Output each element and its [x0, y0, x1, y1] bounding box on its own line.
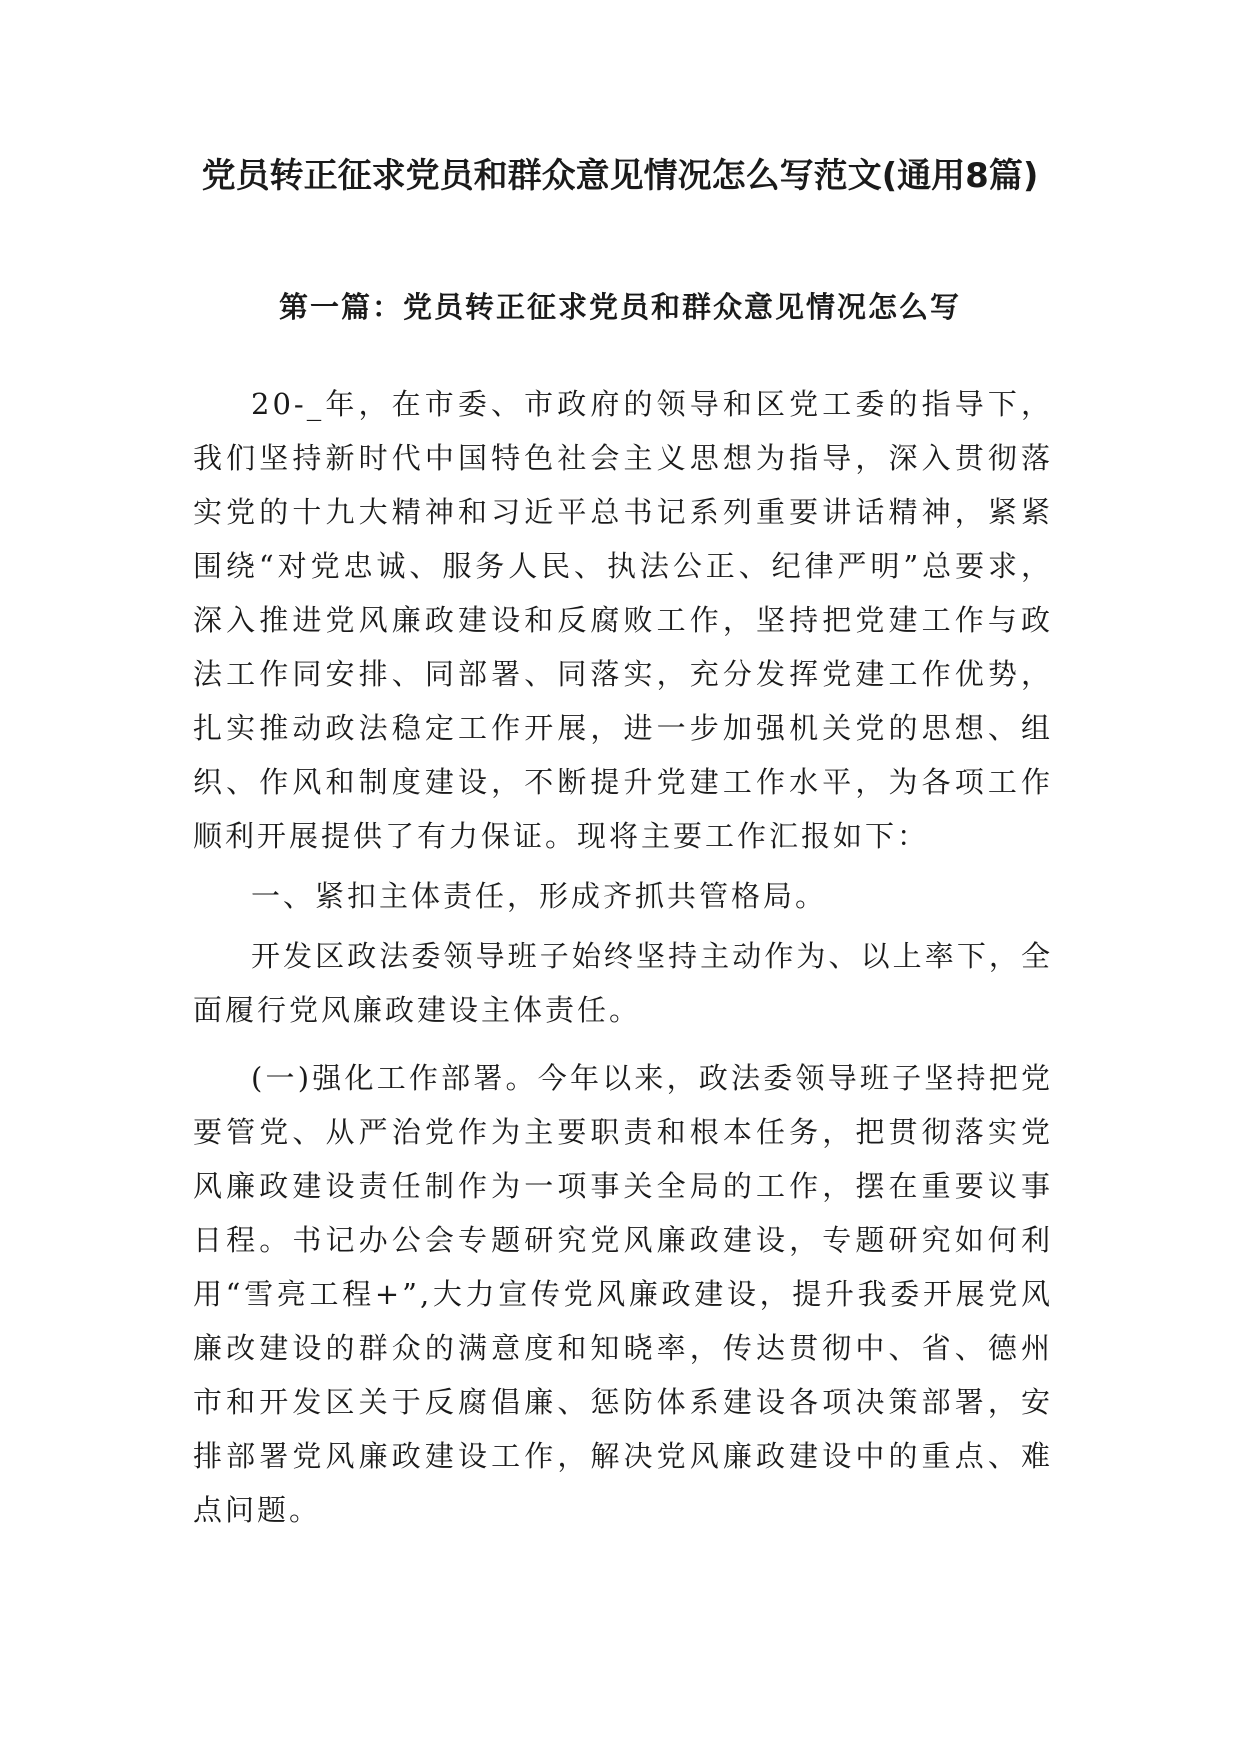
section-heading-1: 一、紧扣主体责任，形成齐抓共管格局。 [251, 879, 828, 913]
paragraph-intro: 20-_年，在市委、市政府的领导和区党工委的指导下，我们坚持新时代中国特色社会主义思想为指导，深入贯彻落实党的十九大精神和习近平总书记系列重要讲话精神，紧紧围绕“对党忠诚、服务人民、执法公正、纪律严明”总要求，深入推进党风廉政建设和反腐败工作，坚持把党建工作与政法工作同安排、同部署、同落实，充分发挥党建工作优势，扎实推动政法稳定工作开展，进一步加强机关党的思想、组织、作风和制度建设，不断提升党建工作水平，为各项工作顺利开展提供了有力保证。现将主要工作汇报如下： [193, 387, 1053, 853]
paragraph-responsibility: 开发区政法委领导班子始终坚持主动作为、以上率下，全面履行党风廉政建设主体责任。 [193, 939, 1053, 1027]
section-subtitle: 第一篇：党员转正征求党员和群众意见情况怎么写 [278, 290, 961, 324]
document-body [193, 377, 1053, 1537]
document-title: 党员转正征求党员和群众意见情况怎么写范文(通用8篇) [201, 156, 1039, 196]
paragraph-work-deployment: (一)强化工作部署。今年以来，政法委领导班子坚持把党要管党、从严治党作为主要职责和根本任务，把贯彻落实党风廉政建设责任制作为一项事关全局的工作，摆在重要议事日程。书记办公会专题研究党风廉政建设，专题研究如何利用“雪亮工程+”,大力宣传党风廉政建设，提升我委开展党风廉改建设的群众的满意度和知晓率，传达贯彻中、省、德州市和开发区关于反腐倡廉、惩防体系建设各项决策部署，安排部署党风廉政建设工作，解决党风廉政建设中的重点、难点问题。 [193, 1061, 1053, 1527]
